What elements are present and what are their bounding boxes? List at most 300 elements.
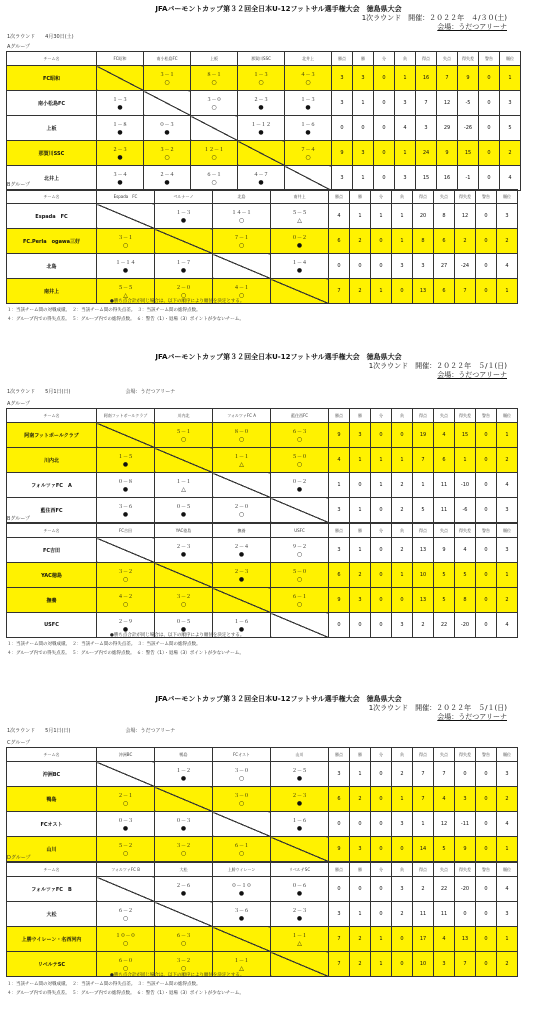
- stat-cell: 3: [392, 877, 413, 902]
- column-header: 川内北: [155, 409, 213, 423]
- match-result-mark: ○: [180, 435, 187, 443]
- match-score: １－６: [233, 618, 249, 625]
- stat-cell: 1: [413, 473, 434, 498]
- table-row: [7, 613, 518, 638]
- match-result-cell: [155, 837, 213, 862]
- stat-cell: 3: [332, 166, 353, 191]
- column-header: 勝: [350, 190, 371, 204]
- team-name: 藍住西FC: [7, 498, 97, 523]
- venue: 会場：うだつアリーナ: [437, 23, 507, 31]
- match-result-cell: [97, 448, 155, 473]
- column-header: 南井上: [271, 190, 329, 204]
- stat-cell: 1: [497, 927, 518, 952]
- match-score: ２－４: [233, 543, 249, 550]
- team-name: リベルテSC: [7, 952, 97, 977]
- column-header: USFC: [271, 524, 329, 538]
- stat-cell: 3: [329, 538, 350, 563]
- round-date: 1次ラウンド 開催：２０２２年 ５/１(日): [368, 362, 507, 370]
- match-result-cell: [155, 498, 213, 523]
- match-result-mark: ●: [180, 266, 187, 274]
- stat-cell: 0: [329, 613, 350, 638]
- match-score: １－４: [291, 259, 307, 266]
- stat-cell: -10: [455, 473, 476, 498]
- section-title: JFAバーモントカップ第３２回全日本U-12フットサル選手権大会 徳島県大会: [155, 695, 402, 703]
- match-score: ４－１: [233, 284, 249, 291]
- stat-cell: 2: [350, 952, 371, 977]
- stat-cell: 2: [392, 902, 413, 927]
- stat-cell: 3: [392, 812, 413, 837]
- stat-cell: 0: [479, 91, 500, 116]
- stat-cell: 7: [455, 952, 476, 977]
- stat-cell: 0: [371, 877, 392, 902]
- match-result-cell: [155, 538, 213, 563]
- table-row: [7, 91, 521, 116]
- match-result-cell: [271, 538, 329, 563]
- table-row: [7, 473, 518, 498]
- match-result-mark: ●: [305, 128, 311, 136]
- stat-cell: 4: [395, 116, 416, 141]
- stat-cell: 2: [497, 588, 518, 613]
- stat-cell: 3: [395, 166, 416, 191]
- stat-cell: 11: [434, 473, 455, 498]
- stat-cell: 0: [329, 254, 350, 279]
- match-result-mark: ●: [180, 824, 187, 832]
- match-score: ８－１: [206, 71, 222, 78]
- table-row: [7, 423, 518, 448]
- match-score: ６－１: [233, 842, 249, 849]
- stat-cell: 5: [434, 563, 455, 588]
- self-match-cell: [271, 837, 329, 862]
- stat-cell: 1: [392, 229, 413, 254]
- match-result-mark: ●: [258, 178, 264, 186]
- match-result-cell: [271, 762, 329, 787]
- column-header: 勝点: [329, 524, 350, 538]
- self-match-cell: [213, 473, 271, 498]
- stat-cell: 7: [329, 279, 350, 304]
- stat-cell: 17: [413, 927, 434, 952]
- self-match-cell: [155, 229, 213, 254]
- match-result-cell: [213, 498, 271, 523]
- match-result-mark: ●: [180, 510, 187, 518]
- match-score: ７－４: [300, 146, 316, 153]
- match-score: ２－９: [117, 618, 133, 625]
- stat-cell: -5: [458, 91, 479, 116]
- match-result-cell: [97, 229, 155, 254]
- stat-cell: 4: [497, 613, 518, 638]
- tiebreak-heading: ●勝ち点合計が同じ場合は、以下の順序により順位を決定とする。: [110, 973, 245, 978]
- match-result-mark: ●: [164, 178, 170, 186]
- match-score: ３－６: [117, 503, 133, 510]
- section-title: JFAバーモントカップ第３２回全日本U-12フットサル選手権大会 徳島県大会: [155, 353, 402, 361]
- stat-cell: 3: [497, 762, 518, 787]
- stat-cell: 0: [479, 141, 500, 166]
- match-score: ９－２: [291, 543, 307, 550]
- match-result-mark: ●: [258, 103, 264, 111]
- match-result-mark: ○: [296, 550, 303, 558]
- column-header: フォルツァFC B: [97, 863, 155, 877]
- match-result-cell: [144, 141, 191, 166]
- column-header: 順位: [497, 524, 518, 538]
- column-header: 負: [392, 524, 413, 538]
- stat-cell: 4: [434, 787, 455, 812]
- standings-table: [6, 523, 518, 638]
- stat-cell: -20: [455, 613, 476, 638]
- standings-table: [6, 51, 521, 191]
- match-result-cell: [285, 66, 332, 91]
- match-score: ２－３: [253, 96, 269, 103]
- column-header: 上板: [191, 52, 238, 66]
- match-score: ２－３: [175, 543, 191, 550]
- match-score: ２－４: [159, 171, 175, 178]
- column-header: 那賀川SSC: [238, 52, 285, 66]
- stat-cell: 0: [371, 538, 392, 563]
- stat-cell: 0: [371, 588, 392, 613]
- stat-cell: 7: [434, 762, 455, 787]
- match-score: ３－０: [206, 96, 222, 103]
- match-result-mark: ●: [238, 889, 245, 897]
- match-score: ０－８: [117, 478, 133, 485]
- match-score: ３－２: [117, 568, 133, 575]
- match-score: １－３: [175, 209, 191, 216]
- match-result-mark: △: [239, 460, 244, 468]
- stat-cell: 1: [353, 91, 374, 116]
- match-score: １－３: [253, 71, 269, 78]
- match-score: ２－６: [175, 882, 191, 889]
- team-name: フォルツァFC A: [7, 473, 97, 498]
- stat-cell: 0: [371, 254, 392, 279]
- match-score: ２－３: [112, 146, 128, 153]
- stat-cell: 2: [350, 927, 371, 952]
- match-result-mark: ○: [211, 78, 217, 86]
- match-result-cell: [97, 166, 144, 191]
- self-match-cell: [97, 877, 155, 902]
- match-result-mark: ○: [211, 178, 217, 186]
- match-result-cell: [271, 254, 329, 279]
- match-score: ５－１: [175, 428, 191, 435]
- team-name: 北島: [7, 254, 97, 279]
- stat-cell: 1: [395, 66, 416, 91]
- stat-cell: 8: [434, 204, 455, 229]
- column-header: FC吉田: [97, 524, 155, 538]
- self-match-cell: [213, 254, 271, 279]
- match-score: ６－３: [291, 428, 307, 435]
- stat-cell: 3: [329, 498, 350, 523]
- team-name: FC吉田: [7, 538, 97, 563]
- match-result-cell: [238, 66, 285, 91]
- group-label: Aグループ: [7, 401, 31, 407]
- stat-cell: 6: [434, 279, 455, 304]
- match-result-mark: ●: [238, 550, 245, 558]
- team-name: 大松: [7, 902, 97, 927]
- self-match-cell: [271, 952, 329, 977]
- round-date: 1次ラウンド 開催：２０２２年 ４/３０(土): [361, 14, 507, 22]
- stat-cell: 19: [413, 423, 434, 448]
- table-header-row: [7, 52, 521, 66]
- stat-cell: 1: [350, 538, 371, 563]
- stat-cell: 0: [476, 613, 497, 638]
- stat-cell: 2: [500, 141, 521, 166]
- table-row: [7, 837, 518, 862]
- match-result-mark: ○: [296, 460, 303, 468]
- table-row: [7, 254, 518, 279]
- match-result-mark: ●: [296, 889, 303, 897]
- match-result-mark: ●: [296, 241, 303, 249]
- match-result-mark: ●: [296, 914, 303, 922]
- stat-cell: 27: [434, 254, 455, 279]
- match-result-mark: ●: [122, 485, 129, 493]
- stat-cell: 0: [371, 812, 392, 837]
- match-result-mark: ○: [180, 939, 187, 947]
- column-header: 得失差: [455, 524, 476, 538]
- self-match-cell: [155, 902, 213, 927]
- column-header: 負: [392, 863, 413, 877]
- match-result-mark: ●: [296, 266, 303, 274]
- stat-cell: 12: [434, 812, 455, 837]
- match-result-mark: ○: [238, 510, 245, 518]
- match-result-cell: [155, 254, 213, 279]
- column-header: チーム名: [7, 52, 97, 66]
- team-name: 沖洲BC: [7, 762, 97, 787]
- column-header: 警告: [476, 409, 497, 423]
- match-result-cell: [271, 927, 329, 952]
- match-result-cell: [213, 563, 271, 588]
- match-score: ３－２: [175, 593, 191, 600]
- match-score: １－３: [300, 96, 316, 103]
- self-match-cell: [155, 787, 213, 812]
- stat-cell: 1: [497, 837, 518, 862]
- match-result-mark: ●: [117, 103, 123, 111]
- self-match-cell: [155, 563, 213, 588]
- stat-cell: 4: [497, 254, 518, 279]
- team-name: 川内北: [7, 448, 97, 473]
- match-score: １２－１: [203, 146, 224, 153]
- round-meta: 1次ラウンド 5月1日(日) 会場：うだつアリーナ: [7, 728, 176, 734]
- match-score: １－１: [233, 957, 249, 964]
- table-header-row: [7, 863, 518, 877]
- stat-cell: 8: [455, 588, 476, 613]
- match-result-mark: △: [297, 939, 302, 947]
- stat-cell: 16: [416, 66, 437, 91]
- match-score: ０－３: [159, 121, 175, 128]
- match-result-mark: ○: [238, 799, 245, 807]
- stat-cell: 0: [374, 91, 395, 116]
- match-result-mark: ○: [238, 435, 245, 443]
- column-header: 順位: [497, 190, 518, 204]
- match-result-cell: [97, 473, 155, 498]
- column-header: FCオスト: [213, 748, 271, 762]
- match-score: ３－１: [159, 71, 175, 78]
- match-result-cell: [213, 204, 271, 229]
- stat-cell: -26: [458, 116, 479, 141]
- stat-cell: 4: [497, 473, 518, 498]
- stat-cell: 0: [455, 762, 476, 787]
- stat-cell: 2: [350, 563, 371, 588]
- team-name: 撫養: [7, 588, 97, 613]
- column-header: 大松: [155, 863, 213, 877]
- match-result-mark: ○: [238, 291, 245, 299]
- stat-cell: -1: [458, 166, 479, 191]
- match-result-mark: ○: [258, 78, 264, 86]
- stat-cell: 1: [329, 473, 350, 498]
- match-score: ６－１: [291, 593, 307, 600]
- stat-cell: 0: [479, 116, 500, 141]
- match-score: ４－７: [253, 171, 269, 178]
- team-name: 南井上: [7, 279, 97, 304]
- standings-table: [6, 408, 518, 523]
- match-result-mark: ●: [296, 485, 303, 493]
- match-score: ６－２: [117, 907, 133, 914]
- stat-cell: 3: [497, 538, 518, 563]
- stat-cell: 29: [437, 116, 458, 141]
- column-header: 勝点: [329, 409, 350, 423]
- stat-cell: 0: [371, 787, 392, 812]
- stat-cell: 2: [497, 787, 518, 812]
- match-score: ０－２: [291, 234, 307, 241]
- match-result-cell: [97, 116, 144, 141]
- group-label: Dグループ: [7, 855, 31, 861]
- match-result-mark: ●: [180, 550, 187, 558]
- match-score: ２－０: [233, 503, 249, 510]
- stat-cell: 0: [476, 538, 497, 563]
- match-score: １４－１: [231, 209, 252, 216]
- stat-cell: 1: [350, 762, 371, 787]
- stat-cell: 13: [413, 279, 434, 304]
- stat-cell: 2: [455, 229, 476, 254]
- stat-cell: 15: [458, 141, 479, 166]
- stat-cell: 9: [437, 141, 458, 166]
- match-score: ２－３: [291, 792, 307, 799]
- column-header: 勝点: [332, 52, 353, 66]
- stat-cell: 4: [434, 423, 455, 448]
- match-result-mark: ○: [122, 241, 129, 249]
- stat-cell: 0: [353, 116, 374, 141]
- stat-cell: 4: [500, 166, 521, 191]
- column-header: 負: [392, 748, 413, 762]
- column-header: チーム名: [7, 748, 97, 762]
- match-score: ５－２: [117, 842, 133, 849]
- stat-cell: 10: [413, 952, 434, 977]
- stat-cell: 3: [416, 116, 437, 141]
- match-result-cell: [271, 448, 329, 473]
- round-meta: 1次ラウンド 4月30日(土): [7, 34, 74, 40]
- stat-cell: 1: [455, 448, 476, 473]
- match-result-mark: ●: [296, 774, 303, 782]
- column-header: 警告: [476, 748, 497, 762]
- stat-cell: 3: [350, 588, 371, 613]
- match-result-mark: ●: [122, 625, 129, 633]
- match-result-mark: ●: [122, 266, 129, 274]
- match-result-mark: ○: [180, 964, 187, 972]
- stat-cell: 0: [476, 902, 497, 927]
- match-score: ２－３: [233, 568, 249, 575]
- stat-cell: 1: [497, 423, 518, 448]
- match-result-cell: [271, 204, 329, 229]
- column-header: 得点: [413, 409, 434, 423]
- match-score: １－８: [112, 121, 128, 128]
- stat-cell: 0: [476, 473, 497, 498]
- match-result-mark: ●: [180, 216, 187, 224]
- stat-cell: 1: [392, 787, 413, 812]
- stat-cell: 1: [350, 902, 371, 927]
- match-result-cell: [213, 877, 271, 902]
- column-header: リベルテSC: [271, 863, 329, 877]
- column-header: 得失差: [455, 190, 476, 204]
- column-header: 勝点: [329, 190, 350, 204]
- match-result-cell: [285, 141, 332, 166]
- stat-cell: 3: [332, 66, 353, 91]
- column-header: 北井上: [285, 52, 332, 66]
- stat-cell: 1: [350, 448, 371, 473]
- column-header: チーム名: [7, 524, 97, 538]
- column-header: 負: [392, 409, 413, 423]
- match-result-mark: ○: [122, 575, 129, 583]
- stat-cell: 2: [392, 538, 413, 563]
- stat-cell: 4: [455, 538, 476, 563]
- stat-cell: 8: [413, 229, 434, 254]
- column-header: Espada FC: [97, 190, 155, 204]
- match-score: ５－５: [117, 284, 133, 291]
- stat-cell: 0: [350, 812, 371, 837]
- column-header: 得点: [413, 524, 434, 538]
- match-result-mark: ○: [305, 78, 311, 86]
- match-result-cell: [155, 588, 213, 613]
- column-header: 山川: [271, 748, 329, 762]
- stat-cell: 0: [371, 613, 392, 638]
- match-result-cell: [144, 166, 191, 191]
- match-score: １－２: [175, 767, 191, 774]
- stat-cell: 0: [350, 473, 371, 498]
- table-row: [7, 812, 518, 837]
- stat-cell: 4: [329, 204, 350, 229]
- stat-cell: 2: [392, 498, 413, 523]
- match-score: ０－６: [291, 882, 307, 889]
- match-result-cell: [191, 166, 238, 191]
- table-row: [7, 902, 518, 927]
- column-header: 失点: [434, 748, 455, 762]
- stat-cell: 0: [392, 837, 413, 862]
- self-match-cell: [97, 762, 155, 787]
- self-match-cell: [238, 141, 285, 166]
- stat-cell: 9: [434, 538, 455, 563]
- column-header: 勝点: [329, 863, 350, 877]
- match-result-mark: ○: [122, 964, 129, 972]
- table-header-row: [7, 409, 518, 423]
- match-result-cell: [213, 538, 271, 563]
- table-row: [7, 762, 518, 787]
- match-result-cell: [97, 787, 155, 812]
- match-score: ３－０: [233, 792, 249, 799]
- team-name: FC.Perla ogawa三好: [7, 229, 97, 254]
- team-name: YAC徳島: [7, 563, 97, 588]
- column-header: 順位: [497, 409, 518, 423]
- stat-cell: 20: [413, 204, 434, 229]
- stat-cell: 0: [476, 229, 497, 254]
- match-score: ４－２: [117, 593, 133, 600]
- stat-cell: 0: [476, 423, 497, 448]
- match-result-mark: △: [239, 964, 244, 972]
- column-header: 警告: [476, 524, 497, 538]
- stat-cell: 9: [329, 423, 350, 448]
- stat-cell: 9: [329, 837, 350, 862]
- column-header: 負: [395, 52, 416, 66]
- stat-cell: 1: [392, 563, 413, 588]
- column-header: 勝: [350, 863, 371, 877]
- match-result-cell: [97, 254, 155, 279]
- stat-cell: 2: [497, 229, 518, 254]
- stat-cell: 1: [497, 563, 518, 588]
- match-result-mark: ●: [180, 774, 187, 782]
- stat-cell: 0: [374, 66, 395, 91]
